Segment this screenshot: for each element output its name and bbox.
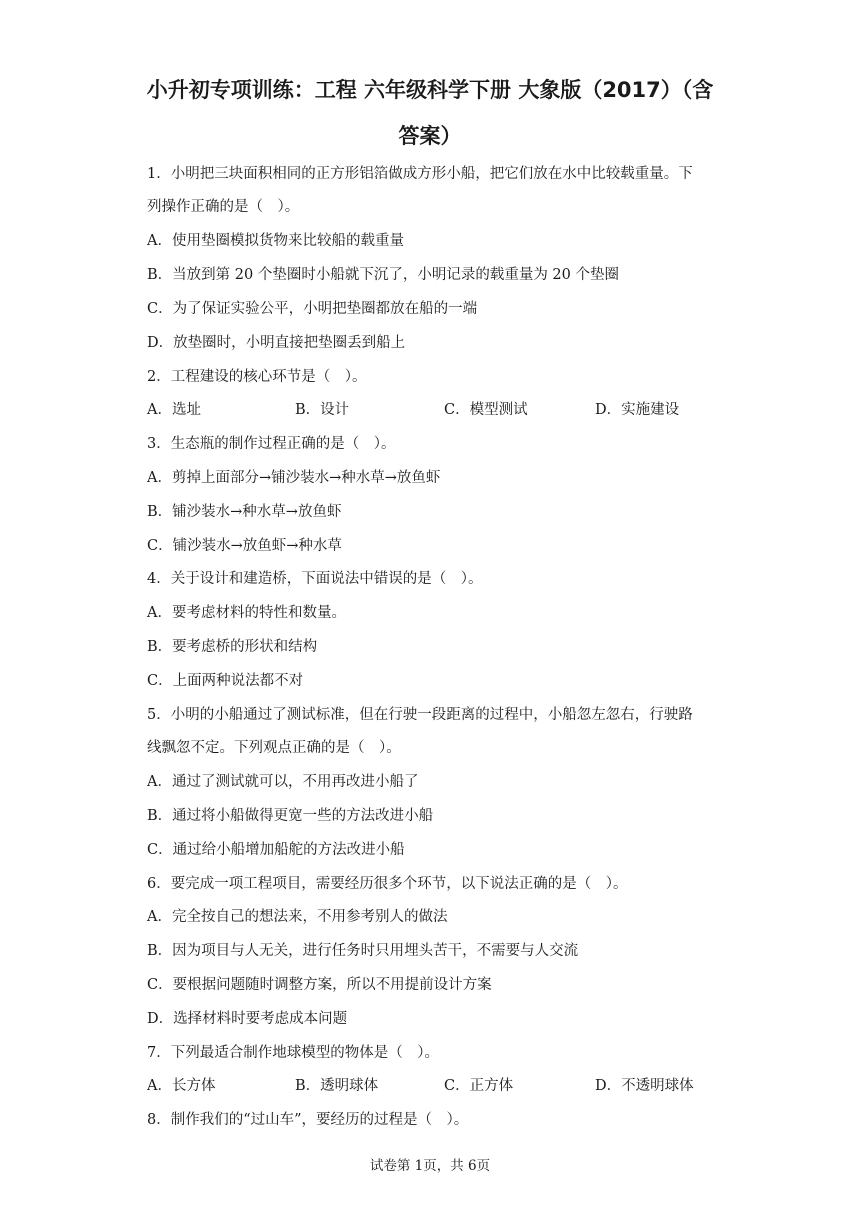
page-title-line1: 小升初专项训练：工程 六年级科学下册 大象版（2017）（含 xyxy=(146,78,714,102)
q2-option-c: C．模型测试 xyxy=(444,402,528,418)
q2-option-d: D．实施建设 xyxy=(595,402,680,418)
page-footer: 试卷第 1页，共 6页 xyxy=(369,1158,491,1174)
q7-option-c: C．正方体 xyxy=(444,1078,514,1094)
q5-stem-line1: 5．小明的小船通过了测试标准，但在行驶一段距离的过程中，小船忽左忽右，行驶路 xyxy=(147,707,693,723)
q3-stem: 3．生态瓶的制作过程正确的是（ ）。 xyxy=(147,436,396,452)
q5-option-a: A．通过了测试就可以，不用再改进小船了 xyxy=(147,774,419,790)
q2-option-b: B．设计 xyxy=(295,402,350,418)
page-title-line2: 答案） xyxy=(398,124,462,148)
q4-option-b: B．要考虑桥的形状和结构 xyxy=(147,639,318,655)
q1-option-c: C．为了保证实验公平，小明把垫圈都放在船的一端 xyxy=(147,301,478,317)
q3-option-a: A．剪掉上面部分→铺沙装水→种水草→放鱼虾 xyxy=(147,470,441,486)
q4-option-c: C．上面两种说法都不对 xyxy=(147,673,304,689)
q5-option-c: C．通过给小船增加船舵的方法改进小船 xyxy=(147,842,405,858)
q3-option-c: C．铺沙装水→放鱼虾→种水草 xyxy=(147,538,342,554)
q6-option-b: B．因为项目与人无关，进行任务时只用埋头苦干，不需要与人交流 xyxy=(147,943,579,959)
q5-stem-line2: 线飘忽不定。下列观点正确的是（ ）。 xyxy=(147,740,401,756)
q7-option-a: A．长方体 xyxy=(147,1078,216,1094)
q8-stem: 8．制作我们的“过山车”，要经历的过程是（ ）。 xyxy=(147,1112,469,1128)
q1-option-d: D．放垫圈时，小明直接把垫圈丢到船上 xyxy=(147,335,406,351)
q4-stem: 4．关于设计和建造桥，下面说法中错误的是（ ）。 xyxy=(147,571,483,587)
q4-option-a: A．要考虑材料的特性和数量。 xyxy=(147,605,346,621)
q1-option-a: A．使用垫圈模拟货物来比较船的载重量 xyxy=(147,233,404,249)
q7-option-b: B．透明球体 xyxy=(295,1078,379,1094)
q6-option-a: A．完全按自己的想法来，不用参考别人的做法 xyxy=(147,909,448,925)
q2-stem: 2．工程建设的核心环节是（ ）。 xyxy=(147,369,367,385)
q2-option-a: A．选址 xyxy=(147,402,201,418)
q1-stem-line2: 列操作正确的是（ ）。 xyxy=(147,199,300,215)
q6-stem: 6．要完成一项工程项目，需要经历很多个环节，以下说法正确的是（ ）。 xyxy=(147,876,628,892)
q5-option-b: B．通过将小船做得更宽一些的方法改进小船 xyxy=(147,808,434,824)
q6-option-d: D．选择材料时要考虑成本问题 xyxy=(147,1011,348,1027)
q6-option-c: C．要根据问题随时调整方案，所以不用提前设计方案 xyxy=(147,977,492,993)
q1-option-b: B．当放到第 20 个垫圈时小船就下沉了，小明记录的载重量为 20 个垫圈 xyxy=(147,267,619,283)
q1-stem-line1: 1．小明把三块面积相同的正方形铝箔做成方形小船，把它们放在水中比较载重量。下 xyxy=(147,166,693,182)
q7-option-d: D．不透明球体 xyxy=(595,1078,694,1094)
q3-option-b: B．铺沙装水→种水草→放鱼虾 xyxy=(147,504,342,520)
q7-stem: 7．下列最适合制作地球模型的物体是（ ）。 xyxy=(147,1045,439,1061)
